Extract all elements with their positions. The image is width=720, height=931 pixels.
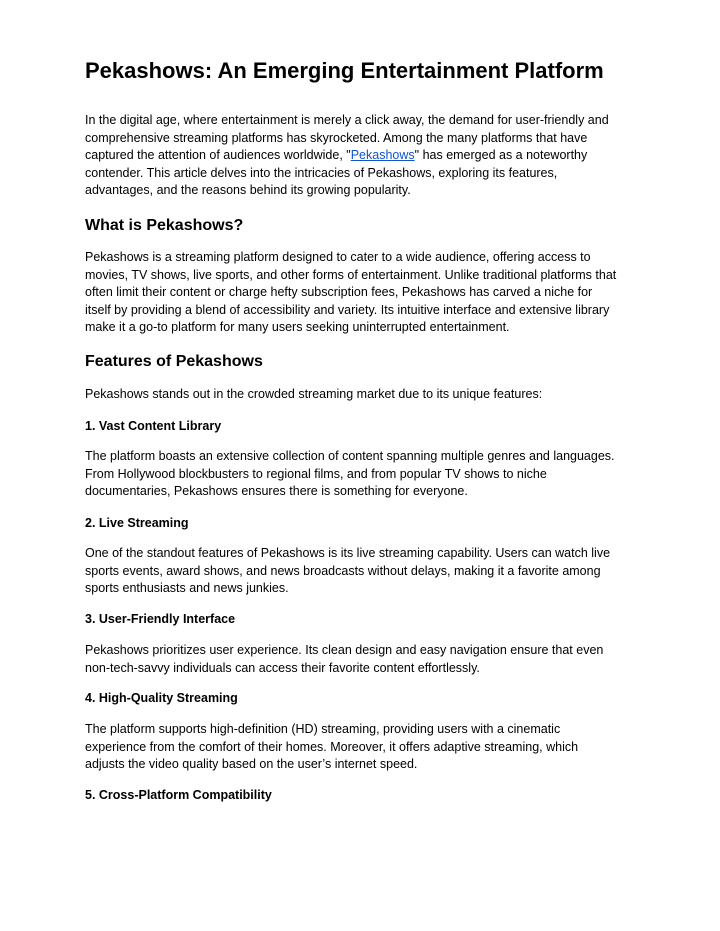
feature-paragraph-high-quality xyxy=(85,721,645,774)
section-heading-what-is: What is Pekashows? xyxy=(85,217,244,234)
paragraph-line: sports events, award shows, and news broadcasts without delays, making it a favorite among xyxy=(85,563,601,578)
paragraph-line: itself by providing a blend of accessibility and variety. Its intuitive interface and extensive library xyxy=(85,302,610,317)
paragraph-line: often limit their content or charge hefty subscription fees, Pekashows has carved a niche for xyxy=(85,285,593,299)
paragraph-line: non-tech-savvy individuals can access their favorite content effortlessly. xyxy=(85,660,480,675)
paragraph-line: experience from the comfort of their homes. Moreover, it offers adaptive streaming, which xyxy=(85,739,579,754)
intro-text: captured the attention of audiences worldwide, " xyxy=(85,148,351,162)
intro-line: In the digital age, where entertainment is merely a click away, the demand for user-friendly and xyxy=(85,113,609,127)
what-is-paragraph xyxy=(85,249,645,337)
paragraph-line: Pekashows is a streaming platform designed to cater to a wide audience, offering access to xyxy=(85,250,591,264)
pekashows-link[interactable]: Pekashows xyxy=(350,148,415,162)
feature-heading-content-library: 1. Vast Content Library xyxy=(85,419,222,433)
feature-heading-user-friendly: 3. User-Friendly Interface xyxy=(85,612,236,626)
intro-line xyxy=(85,147,645,165)
feature-heading-high-quality: 4. High-Quality Streaming xyxy=(85,691,238,705)
paragraph-line: movies, TV shows, live sports, and other forms of entertainment. Unlike traditional platforms that xyxy=(85,267,617,282)
feature-heading-live-streaming: 2. Live Streaming xyxy=(85,516,189,530)
paragraph-line: Pekashows stands out in the crowded streaming market due to its unique features: xyxy=(85,387,543,401)
feature-paragraph-live-streaming xyxy=(85,545,645,598)
feature-paragraph-user-friendly xyxy=(85,642,645,677)
feature-heading-cross-platform: 5. Cross-Platform Compatibility xyxy=(85,788,272,802)
paragraph-line: The platform supports high-definition (HD) streaming, providing users with a cinematic xyxy=(85,722,561,736)
paragraph-line: documentaries, Pekashows ensures there is something for everyone. xyxy=(85,484,468,498)
document-title: Pekashows: An Emerging Entertainment Platform xyxy=(85,58,604,83)
intro-line: comprehensive streaming platforms has skyrocketed. Among the many platforms that have xyxy=(85,130,588,145)
paragraph-line: One of the standout features of Pekashows is its live streaming capability. Users can watch live xyxy=(85,546,611,560)
intro-paragraph xyxy=(85,112,645,200)
paragraph-line: Pekashows prioritizes user experience. Its clean design and easy navigation ensure that even xyxy=(85,643,604,657)
paragraph-line: make it a go-to platform for many users seeking uninterrupted entertainment. xyxy=(85,320,510,334)
intro-text: " has emerged as a noteworthy xyxy=(414,148,588,162)
feature-paragraph-content-library xyxy=(85,448,645,501)
intro-line: advantages, and the reasons behind its growing popularity. xyxy=(85,183,411,197)
features-intro-paragraph xyxy=(85,386,645,404)
paragraph-line: sports enthusiasts and news junkies. xyxy=(85,581,289,595)
intro-line: contender. This article delves into the intricacies of Pekashows, exploring its features, xyxy=(85,165,558,180)
section-heading-features: Features of Pekashows xyxy=(85,353,263,370)
paragraph-line: adjusts the video quality based on the user’s internet speed. xyxy=(85,757,418,771)
paragraph-line: From Hollywood blockbusters to regional films, and from popular TV shows to niche xyxy=(85,466,547,481)
paragraph-line: The platform boasts an extensive collection of content spanning multiple genres and languages. xyxy=(85,449,615,463)
